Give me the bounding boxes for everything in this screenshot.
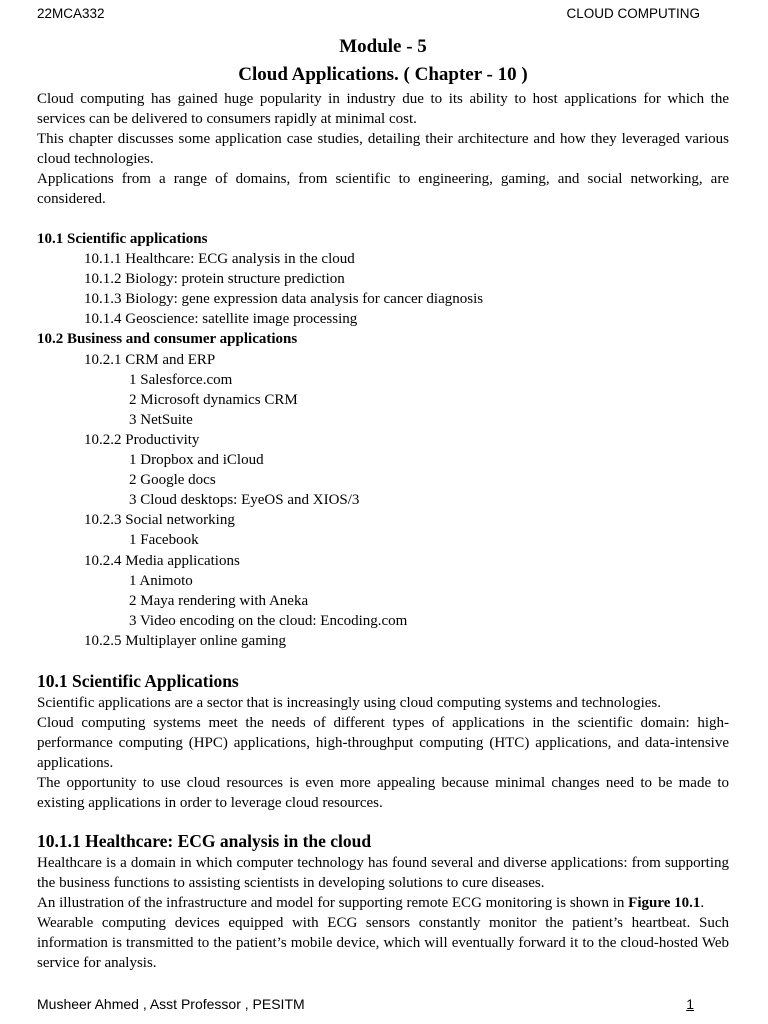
toc-entry: 10.2.4 Media applications xyxy=(84,552,240,569)
intro-paragraph: Cloud computing has gained huge popularity in industry due to its ability to host applications for which the services can be delivered to consumers rapidly at minimal cost. xyxy=(37,91,729,127)
section-paragraph: The opportunity to use cloud resources is even more appealing because minimal changes need to be made to existing applications in order to leverage cloud resources. xyxy=(37,774,729,811)
module-title: Module - 5 xyxy=(339,36,427,57)
chapter-title: Cloud Applications. ( Chapter - 10 ) xyxy=(238,64,528,85)
toc-entry: 1 Dropbox and iCloud xyxy=(129,452,264,469)
toc-entry: 10.2.5 Multiplayer online gaming xyxy=(84,632,287,649)
subsection-heading: 10.1.1 Healthcare: ECG analysis in the cloud xyxy=(37,830,372,851)
intro-paragraph: This chapter discusses some application case studies, detailing their architecture and how they leveraged various cloud technologies. xyxy=(37,131,729,167)
section-paragraph: Healthcare is a domain in which computer technology has found several and diverse applications: from supporting the business functions to assisting scientists in developing solutions to cure diseases. xyxy=(37,854,729,891)
toc-entry: 1 Facebook xyxy=(129,532,199,549)
toc-entry: 2 Google docs xyxy=(129,472,216,489)
author-credit: Musheer Ahmed , Asst Professor , PESITM xyxy=(37,996,305,1012)
section-paragraph: Wearable computing devices equipped with ECG sensors constantly monitor the patient’s heartbeat. Such information is transmitted to the patient’s mobile device, which will eventually forward it to the cloud-hosted Web service for analysis. xyxy=(37,914,729,971)
toc-entry: 3 Cloud desktops: EyeOS and XIOS/3 xyxy=(129,492,360,509)
section-heading: 10.1 Scientific Applications xyxy=(37,670,239,691)
toc-entry: 10.1 Scientific applications xyxy=(37,231,208,247)
section-paragraph: Scientific applications are a sector that is increasingly using cloud computing systems and technologies. xyxy=(37,694,662,711)
table-of-contents xyxy=(37,229,729,651)
page-footer xyxy=(37,996,694,1012)
page-number: 1 xyxy=(686,996,694,1012)
paragraph-text: An illustration of the infrastructure and model for supporting remote ECG monitoring is shown in xyxy=(37,894,629,911)
document-body xyxy=(37,33,729,973)
toc-entry: 10.1.1 Healthcare: ECG analysis in the cloud xyxy=(84,251,355,268)
section-paragraph: Cloud computing systems meet the needs of different types of applications in the scientific domain: high-performance computing (HPC) applications, high-throughput computing (HTC) applications, and data-intensive applications. xyxy=(37,714,729,771)
intro-paragraph: Applications from a range of domains, from scientific to engineering, gaming, and social networking, are considered. xyxy=(37,171,729,207)
figure-reference-paragraph xyxy=(37,893,729,913)
toc-entry: 10.2 Business and consumer applications xyxy=(37,331,298,348)
toc-entry: 10.2.1 CRM and ERP xyxy=(84,351,216,368)
course-code: 22MCA332 xyxy=(37,6,105,21)
toc-entry: 10.1.4 Geoscience: satellite image processing xyxy=(84,311,358,328)
toc-entry: 10.1.2 Biology: protein structure prediction xyxy=(84,271,345,288)
page-header xyxy=(37,6,700,21)
toc-entry: 2 Microsoft dynamics CRM xyxy=(129,391,298,408)
toc-entry: 2 Maya rendering with Aneka xyxy=(129,592,309,609)
toc-entry: 1 Animoto xyxy=(129,572,193,589)
toc-entry: 1 Salesforce.com xyxy=(129,371,233,388)
figure-reference: Figure 10.1 xyxy=(628,894,701,911)
course-name: CLOUD COMPUTING xyxy=(566,6,700,21)
toc-entry: 10.2.3 Social networking xyxy=(84,512,235,529)
toc-entry: 3 NetSuite xyxy=(129,411,193,428)
paragraph-text: . xyxy=(700,894,705,911)
toc-entry: 3 Video encoding on the cloud: Encoding.com xyxy=(129,612,408,629)
toc-entry: 10.1.3 Biology: gene expression data analysis for cancer diagnosis xyxy=(84,291,484,308)
toc-entry: 10.2.2 Productivity xyxy=(84,431,200,448)
